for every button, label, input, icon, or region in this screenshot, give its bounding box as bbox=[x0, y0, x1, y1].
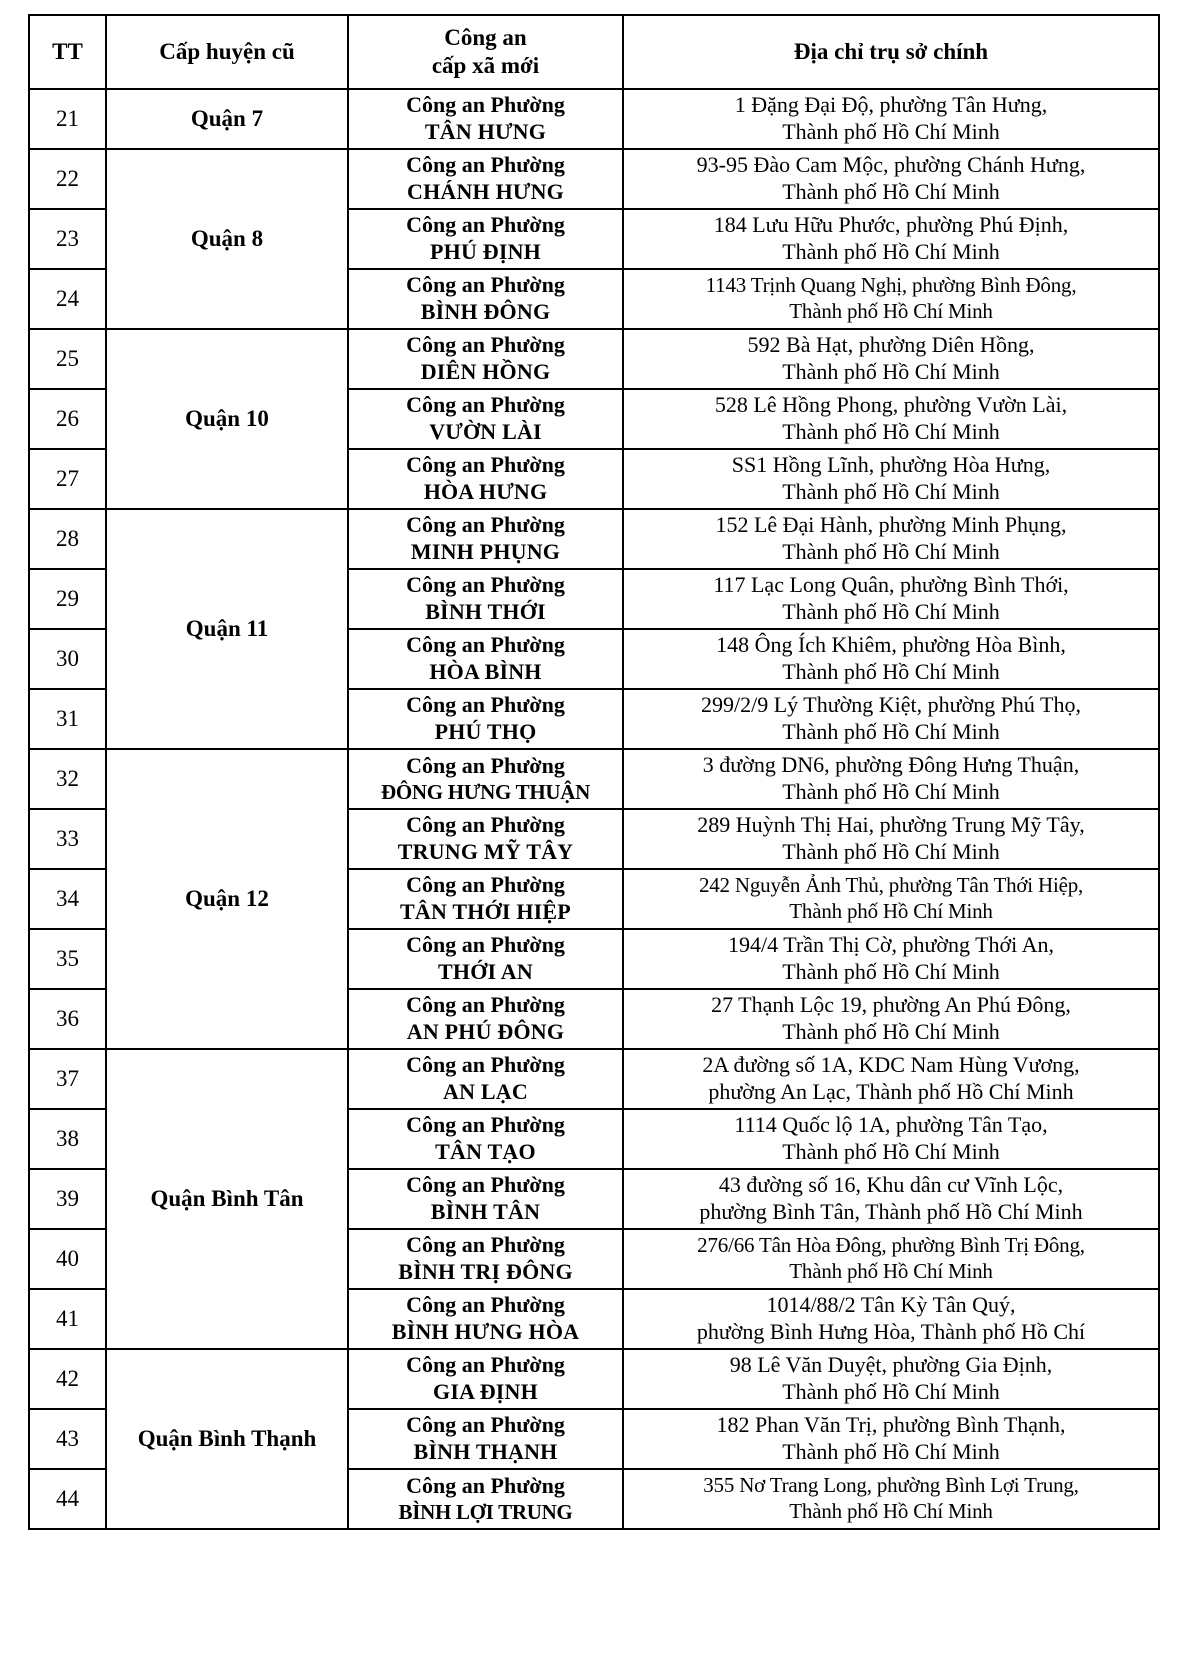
cell-address bbox=[623, 1409, 1159, 1469]
address-line-2: Thành phố Hồ Chí Minh bbox=[782, 479, 1000, 504]
address-line-1: 1014/88/2 Tân Kỳ Tân Quý, bbox=[766, 1292, 1016, 1318]
table-container bbox=[28, 14, 1158, 1530]
address-line-1: 98 Lê Văn Duyệt, phường Gia Định, bbox=[729, 1352, 1053, 1378]
table-row bbox=[29, 749, 1159, 809]
cell-new-commune-police bbox=[348, 149, 623, 209]
new-commune-name: BÌNH THỚI bbox=[425, 599, 546, 624]
address-line-2: Thành phố Hồ Chí Minh bbox=[782, 239, 1000, 264]
new-commune-name: TÂN TẠO bbox=[435, 1139, 536, 1164]
cell-address bbox=[623, 1109, 1159, 1169]
new-commune-prefix: Công an Phường bbox=[406, 332, 565, 358]
cell-old-district: Quận Bình Tân bbox=[106, 1049, 348, 1349]
new-commune-prefix: Công an Phường bbox=[406, 272, 565, 298]
address-line-2: Thành phố Hồ Chí Minh bbox=[789, 899, 993, 923]
column-header-new-line1: Công an bbox=[444, 24, 527, 50]
address-line-1: 117 Lạc Long Quân, phường Bình Thới, bbox=[713, 572, 1069, 598]
cell-old-district: Quận 12 bbox=[106, 749, 348, 1049]
cell-new-commune-police bbox=[348, 569, 623, 629]
address-line-1: 1143 Trịnh Quang Nghị, phường Bình Đông, bbox=[705, 273, 1077, 298]
new-commune-prefix: Công an Phường bbox=[406, 452, 565, 478]
cell-index: 41 bbox=[29, 1289, 106, 1349]
cell-index: 32 bbox=[29, 749, 106, 809]
cell-address bbox=[623, 209, 1159, 269]
address-line-1: 1114 Quốc lộ 1A, phường Tân Tạo, bbox=[734, 1112, 1048, 1138]
address-line-2: Thành phố Hồ Chí Minh bbox=[782, 179, 1000, 204]
address-line-2: Thành phố Hồ Chí Minh bbox=[782, 599, 1000, 624]
address-line-1: 93-95 Đào Cam Mộc, phường Chánh Hưng, bbox=[696, 152, 1086, 178]
cell-address bbox=[623, 929, 1159, 989]
new-commune-name: BÌNH ĐÔNG bbox=[420, 299, 551, 324]
table-row bbox=[29, 1049, 1159, 1109]
cell-new-commune-police bbox=[348, 269, 623, 329]
cell-new-commune-police bbox=[348, 509, 623, 569]
cell-new-commune-police bbox=[348, 989, 623, 1049]
cell-index: 26 bbox=[29, 389, 106, 449]
new-commune-prefix: Công an Phường bbox=[406, 512, 565, 538]
cell-index: 33 bbox=[29, 809, 106, 869]
address-line-1: 355 Nơ Trang Long, phường Bình Lợi Trung, bbox=[703, 1473, 1079, 1498]
cell-address bbox=[623, 449, 1159, 509]
cell-address bbox=[623, 389, 1159, 449]
address-line-2: Thành phố Hồ Chí Minh bbox=[782, 719, 1000, 744]
cell-address bbox=[623, 509, 1159, 569]
address-line-1: 194/4 Trần Thị Cờ, phường Thới An, bbox=[728, 932, 1054, 958]
address-line-1: 2A đường số 1A, KDC Nam Hùng Vương, bbox=[702, 1052, 1080, 1078]
new-commune-name: PHÚ THỌ bbox=[434, 719, 537, 744]
new-commune-name: VƯỜN LÀI bbox=[429, 419, 542, 444]
new-commune-prefix: Công an Phường bbox=[406, 1472, 565, 1498]
address-line-1: 592 Bà Hạt, phường Diên Hồng, bbox=[747, 332, 1035, 358]
new-commune-name: BÌNH THẠNH bbox=[413, 1439, 558, 1464]
address-line-2: Thành phố Hồ Chí Minh bbox=[782, 359, 1000, 384]
new-commune-prefix: Công an Phường bbox=[406, 152, 565, 178]
new-commune-name: GIA ĐỊNH bbox=[433, 1379, 538, 1404]
address-line-2: Thành phố Hồ Chí Minh bbox=[782, 539, 1000, 564]
cell-new-commune-police bbox=[348, 749, 623, 809]
new-commune-prefix: Công an Phường bbox=[406, 92, 565, 118]
address-line-2: Thành phố Hồ Chí Minh bbox=[782, 839, 1000, 864]
address-line-1: 242 Nguyễn Ảnh Thủ, phường Tân Thới Hiệp, bbox=[698, 873, 1084, 898]
cell-address bbox=[623, 1169, 1159, 1229]
cell-new-commune-police bbox=[348, 389, 623, 449]
new-commune-name: BÌNH HƯNG HÒA bbox=[391, 1319, 580, 1344]
cell-address bbox=[623, 149, 1159, 209]
cell-new-commune-police bbox=[348, 1349, 623, 1409]
cell-index: 40 bbox=[29, 1229, 106, 1289]
table-header bbox=[29, 15, 1159, 89]
address-line-1: SS1 Hồng Lĩnh, phường Hòa Hưng, bbox=[731, 452, 1051, 478]
cell-index: 23 bbox=[29, 209, 106, 269]
header-row bbox=[29, 15, 1159, 89]
cell-address bbox=[623, 269, 1159, 329]
cell-new-commune-police bbox=[348, 1469, 623, 1529]
address-line-2: Thành phố Hồ Chí Minh bbox=[782, 119, 1000, 144]
cell-index: 21 bbox=[29, 89, 106, 149]
cell-address bbox=[623, 1289, 1159, 1349]
address-line-1: 299/2/9 Lý Thường Kiệt, phường Phú Thọ, bbox=[701, 692, 1081, 718]
new-commune-prefix: Công an Phường bbox=[406, 1052, 565, 1078]
new-commune-name: TRUNG MỸ TÂY bbox=[397, 839, 574, 864]
address-line-2: phường Bình Tân, Thành phố Hồ Chí Minh bbox=[699, 1199, 1083, 1224]
table-row bbox=[29, 149, 1159, 209]
new-commune-name: BÌNH TRỊ ĐÔNG bbox=[398, 1259, 573, 1284]
new-commune-prefix: Công an Phường bbox=[406, 1172, 565, 1198]
cell-new-commune-police bbox=[348, 689, 623, 749]
new-commune-prefix: Công an Phường bbox=[406, 812, 565, 838]
cell-index: 43 bbox=[29, 1409, 106, 1469]
table-row bbox=[29, 89, 1159, 149]
address-line-2: Thành phố Hồ Chí Minh bbox=[782, 419, 1000, 444]
address-line-2: Thành phố Hồ Chí Minh bbox=[782, 1019, 1000, 1044]
cell-new-commune-police bbox=[348, 1229, 623, 1289]
address-line-1: 528 Lê Hồng Phong, phường Vườn Lài, bbox=[714, 392, 1068, 418]
column-header-new-line2: cấp xã mới bbox=[431, 53, 540, 78]
cell-address bbox=[623, 629, 1159, 689]
new-commune-name: AN PHÚ ĐÔNG bbox=[406, 1019, 565, 1044]
new-commune-prefix: Công an Phường bbox=[406, 1352, 565, 1378]
new-commune-name: CHÁNH HƯNG bbox=[406, 179, 564, 204]
address-line-1: 148 Ông Ích Khiêm, phường Hòa Bình, bbox=[716, 632, 1066, 658]
new-commune-name: DIÊN HỒNG bbox=[420, 359, 551, 384]
cell-index: 38 bbox=[29, 1109, 106, 1169]
cell-old-district: Quận 7 bbox=[106, 89, 348, 149]
address-line-1: 276/66 Tân Hòa Đông, phường Bình Trị Đông, bbox=[697, 1233, 1085, 1258]
new-commune-prefix: Công an Phường bbox=[406, 992, 565, 1018]
address-line-1: 43 đường số 16, Khu dân cư Vĩnh Lộc, bbox=[718, 1172, 1064, 1198]
new-commune-name: HÒA HƯNG bbox=[423, 479, 548, 504]
new-commune-prefix: Công an Phường bbox=[406, 752, 565, 778]
new-commune-prefix: Công an Phường bbox=[406, 1232, 565, 1258]
cell-index: 35 bbox=[29, 929, 106, 989]
cell-new-commune-police bbox=[348, 929, 623, 989]
cell-index: 39 bbox=[29, 1169, 106, 1229]
new-commune-name: HÒA BÌNH bbox=[429, 659, 542, 684]
table-row bbox=[29, 329, 1159, 389]
cell-old-district: Quận 11 bbox=[106, 509, 348, 749]
cell-address bbox=[623, 329, 1159, 389]
cell-address bbox=[623, 809, 1159, 869]
address-line-1: 3 đường DN6, phường Đông Hưng Thuận, bbox=[702, 752, 1080, 778]
cell-index: 31 bbox=[29, 689, 106, 749]
new-commune-name: ĐÔNG HƯNG THUẬN bbox=[380, 779, 590, 804]
address-line-2: Thành phố Hồ Chí Minh bbox=[789, 299, 993, 323]
new-commune-name: TÂN THỚI HIỆP bbox=[400, 899, 571, 924]
cell-address bbox=[623, 1349, 1159, 1409]
address-line-1: 1 Đặng Đại Độ, phường Tân Hưng, bbox=[734, 92, 1048, 118]
cell-new-commune-police bbox=[348, 209, 623, 269]
cell-index: 22 bbox=[29, 149, 106, 209]
cell-address bbox=[623, 1049, 1159, 1109]
cell-new-commune-police bbox=[348, 1049, 623, 1109]
cell-new-commune-police bbox=[348, 809, 623, 869]
cell-new-commune-police bbox=[348, 1109, 623, 1169]
address-line-2: Thành phố Hồ Chí Minh bbox=[789, 1259, 993, 1283]
cell-address bbox=[623, 569, 1159, 629]
cell-address bbox=[623, 689, 1159, 749]
address-line-1: 152 Lê Đại Hành, phường Minh Phụng, bbox=[715, 512, 1067, 538]
cell-new-commune-police bbox=[348, 449, 623, 509]
column-header-old-district: Cấp huyện cũ bbox=[106, 15, 348, 89]
new-commune-prefix: Công an Phường bbox=[406, 692, 565, 718]
cell-address bbox=[623, 989, 1159, 1049]
column-header-address: Địa chỉ trụ sở chính bbox=[623, 15, 1159, 89]
cell-address bbox=[623, 1469, 1159, 1529]
table-row bbox=[29, 509, 1159, 569]
cell-index: 37 bbox=[29, 1049, 106, 1109]
cell-index: 29 bbox=[29, 569, 106, 629]
cell-new-commune-police bbox=[348, 89, 623, 149]
cell-new-commune-police bbox=[348, 629, 623, 689]
new-commune-prefix: Công an Phường bbox=[406, 212, 565, 238]
cell-index: 28 bbox=[29, 509, 106, 569]
cell-address bbox=[623, 749, 1159, 809]
table-row bbox=[29, 1349, 1159, 1409]
address-line-2: Thành phố Hồ Chí Minh bbox=[782, 959, 1000, 984]
new-commune-name: AN LẠC bbox=[443, 1079, 528, 1104]
cell-index: 42 bbox=[29, 1349, 106, 1409]
cell-old-district: Quận 10 bbox=[106, 329, 348, 509]
address-line-2: phường Bình Hưng Hòa, Thành phố Hồ Chí bbox=[696, 1319, 1086, 1344]
new-commune-prefix: Công an Phường bbox=[406, 1412, 565, 1438]
address-line-2: Thành phố Hồ Chí Minh bbox=[789, 1499, 993, 1523]
new-commune-prefix: Công an Phường bbox=[406, 932, 565, 958]
cell-address bbox=[623, 869, 1159, 929]
column-header-tt: TT bbox=[29, 15, 106, 89]
cell-index: 27 bbox=[29, 449, 106, 509]
new-commune-prefix: Công an Phường bbox=[406, 1292, 565, 1318]
cell-address bbox=[623, 1229, 1159, 1289]
column-header-new-commune-police bbox=[348, 15, 623, 89]
cell-new-commune-police bbox=[348, 1169, 623, 1229]
new-commune-name: BÌNH LỢI TRUNG bbox=[398, 1499, 573, 1524]
new-commune-name: PHÚ ĐỊNH bbox=[430, 239, 541, 264]
cell-new-commune-police bbox=[348, 869, 623, 929]
address-line-2: phường An Lạc, Thành phố Hồ Chí Minh bbox=[708, 1079, 1074, 1104]
address-line-2: Thành phố Hồ Chí Minh bbox=[782, 779, 1000, 804]
cell-index: 36 bbox=[29, 989, 106, 1049]
cell-new-commune-police bbox=[348, 329, 623, 389]
cell-old-district: Quận Bình Thạnh bbox=[106, 1349, 348, 1529]
new-commune-prefix: Công an Phường bbox=[406, 572, 565, 598]
table-body bbox=[29, 89, 1159, 1529]
police-station-table bbox=[28, 14, 1160, 1530]
address-line-1: 182 Phan Văn Trị, phường Bình Thạnh, bbox=[716, 1412, 1066, 1438]
cell-old-district: Quận 8 bbox=[106, 149, 348, 329]
address-line-2: Thành phố Hồ Chí Minh bbox=[782, 1439, 1000, 1464]
address-line-1: 289 Huỳnh Thị Hai, phường Trung Mỹ Tây, bbox=[697, 812, 1085, 838]
cell-index: 25 bbox=[29, 329, 106, 389]
cell-new-commune-police bbox=[348, 1409, 623, 1469]
new-commune-prefix: Công an Phường bbox=[406, 872, 565, 898]
cell-index: 44 bbox=[29, 1469, 106, 1529]
new-commune-name: TÂN HƯNG bbox=[424, 119, 547, 144]
cell-index: 30 bbox=[29, 629, 106, 689]
address-line-2: Thành phố Hồ Chí Minh bbox=[782, 1139, 1000, 1164]
address-line-1: 184 Lưu Hữu Phước, phường Phú Định, bbox=[713, 212, 1069, 238]
cell-new-commune-police bbox=[348, 1289, 623, 1349]
address-line-2: Thành phố Hồ Chí Minh bbox=[782, 1379, 1000, 1404]
address-line-2: Thành phố Hồ Chí Minh bbox=[782, 659, 1000, 684]
new-commune-name: BÌNH TÂN bbox=[430, 1199, 541, 1224]
new-commune-name: MINH PHỤNG bbox=[410, 539, 561, 564]
address-line-1: 27 Thạnh Lộc 19, phường An Phú Đông, bbox=[711, 992, 1071, 1018]
cell-index: 24 bbox=[29, 269, 106, 329]
new-commune-prefix: Công an Phường bbox=[406, 1112, 565, 1138]
new-commune-prefix: Công an Phường bbox=[406, 632, 565, 658]
new-commune-prefix: Công an Phường bbox=[406, 392, 565, 418]
new-commune-name: THỚI AN bbox=[438, 959, 533, 984]
cell-address bbox=[623, 89, 1159, 149]
cell-index: 34 bbox=[29, 869, 106, 929]
